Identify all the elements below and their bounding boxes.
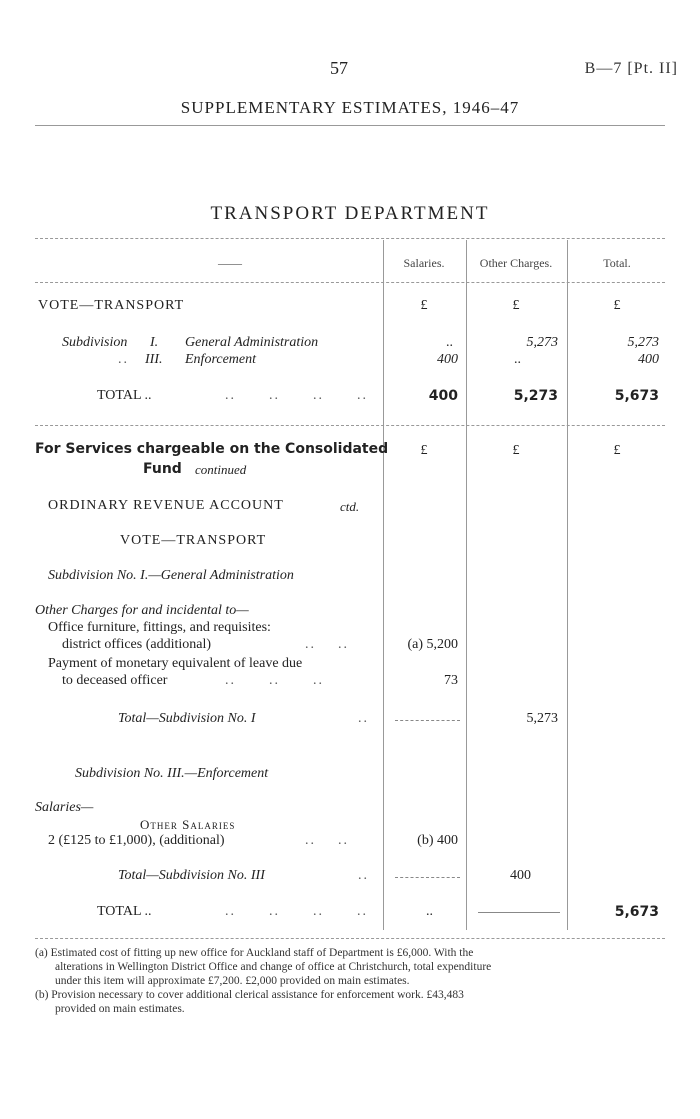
summary-row-other: 5,273 [526,335,558,350]
footnote-b-line2: provided on main estimates. [55,1003,185,1015]
grand-total-value: 5,673 [614,904,659,920]
total-column-header: Total. [603,256,631,270]
item-office-furniture: Office furniture, fittings, and requisites: [48,620,271,635]
summary-row-total: 5,273 [627,335,659,350]
footnote-a-line3: under this item will approximate £7,200. £2,000 provided on main estimates. [55,975,410,987]
summary-total-label: TOTAL .. [97,388,152,403]
footnote-a-line2: alterations in Wellington District Office and change of office at Christchurch, total expenditure [55,961,492,973]
account-ctd: ctd. [340,499,360,514]
header-bottom-rule [35,282,665,283]
summary-total-salaries: 400 [428,388,458,404]
summary-row-prefix: .. [118,352,129,367]
item-office-furniture-value: (a) 5,200 [407,637,458,652]
leader-dots: .. .. [305,637,349,652]
item-salaries: 2 (£125 to £1,000), (additional) [48,833,225,848]
item-office-furniture-cont: district offices (additional) [62,637,212,652]
total-subdivision-3-label: Total—Subdivision No. III [118,868,265,883]
summary-row-prefix: Subdivision [62,335,128,350]
footnote-b-line1: (b) Provision necessary to cover additional clerical assistance for enforcement work. £43,483 [35,989,464,1001]
services-heading: For Services chargeable on the Consolidated [35,441,389,457]
leader-dots: .. .. .. .. [225,388,368,403]
continued-label: continued [195,462,247,477]
currency-salaries: £ [420,298,428,313]
leader-dots: .. [358,711,369,726]
summary-bottom-rule [35,425,665,426]
detail-currency-total: £ [613,443,621,458]
table-top-rule [35,238,665,239]
blank-column-header: —— [218,256,242,270]
currency-other: £ [512,298,520,313]
grand-total-salaries: .. [426,904,433,919]
leader-dots: .. .. .. .. [225,904,368,919]
other-charges-column-header: Other Charges. [479,256,553,270]
services-heading-fund: Fund [143,461,182,477]
item-leave-payment-cont: to deceased officer [62,673,168,688]
department-title: TRANSPORT DEPARTMENT [210,203,490,224]
other-charges-heading: Other Charges for and incidental to— [35,603,249,618]
salaries-heading: Salaries— [35,800,94,815]
subtotal-dash [395,877,460,878]
leader-dots: .. [358,868,369,883]
grand-total-rule [478,912,560,913]
vote-heading: VOTE—TRANSPORT [120,533,267,548]
account-heading: ORDINARY REVENUE ACCOUNT [48,498,284,513]
subtotal-dash [395,720,460,721]
item-salaries-value: (b) 400 [417,833,458,848]
summary-row-name: General Administration [185,335,319,350]
summary-row-other: .. [514,352,521,367]
document-reference: B—7 [Pt. II] [584,60,678,77]
summary-total-other: 5,273 [513,388,558,404]
page-title: SUPPLEMENTARY ESTIMATES, 1946–47 [180,98,520,117]
item-leave-payment-value: 73 [444,673,458,688]
total-subdivision-1-value: 5,273 [526,711,558,726]
summary-row-total: 400 [638,352,659,367]
vote-transport-label: VOTE—TRANSPORT [38,298,185,313]
table-bottom-rule [35,938,665,939]
page-number: 57 [330,58,348,78]
currency-total: £ [613,298,621,313]
total-subdivision-3-value: 400 [510,868,531,883]
grand-total-label: TOTAL .. [97,904,152,919]
detail-currency-other: £ [512,443,520,458]
detail-currency-salaries: £ [420,443,428,458]
summary-row-salaries: 400 [437,352,458,367]
header-rule [35,125,665,126]
leader-dots: .. .. .. [225,673,324,688]
item-leave-payment: Payment of monetary equivalent of leave due [48,656,303,671]
summary-total-total: 5,673 [614,388,659,404]
summary-row-number: I. [150,335,159,350]
total-subdivision-1-label: Total—Subdivision No. I [118,711,256,726]
salaries-column-header: Salaries. [403,256,445,270]
summary-row-salaries: .. [446,335,453,350]
other-salaries-heading: Other Salaries [140,817,236,832]
footnote-a-line1: (a) Estimated cost of fitting up new office for Auckland staff of Department is £6,000. With the [35,947,474,959]
subdivision-1-heading: Subdivision No. I.—General Administration [48,568,294,583]
summary-row-number: III. [145,352,163,367]
subdivision-3-heading: Subdivision No. III.—Enforcement [75,766,269,781]
summary-row-name: Enforcement [185,352,257,367]
leader-dots: .. .. [305,833,349,848]
